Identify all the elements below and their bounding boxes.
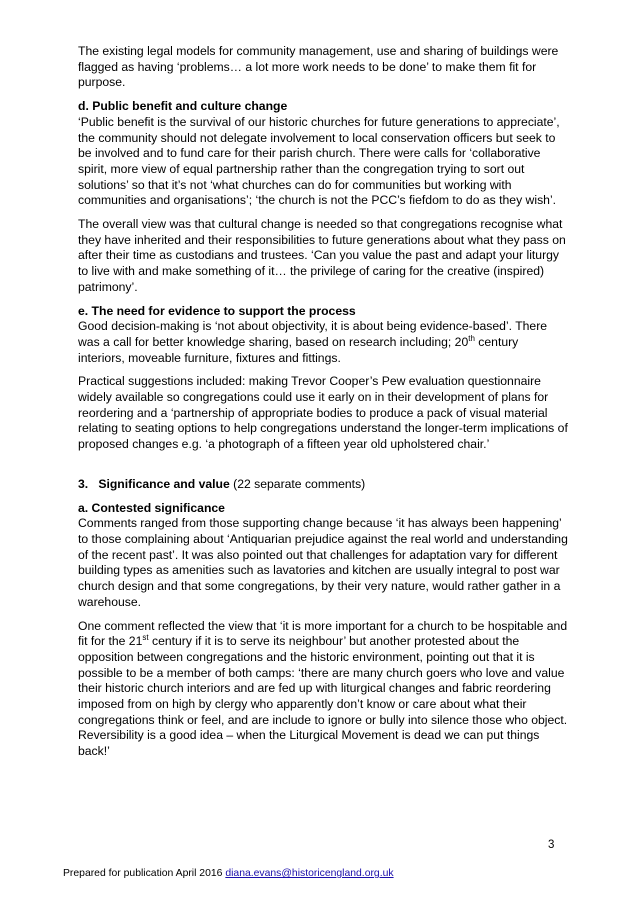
footer-text: Prepared for publication April 2016 [63, 868, 226, 879]
section-d-heading: d. Public benefit and culture change [78, 99, 288, 114]
section-e-heading: e. The need for evidence to support the process [78, 303, 356, 318]
section-3a-paragraph-2 [78, 619, 568, 760]
footer-email-link[interactable]: diana.evans@historicengland.org.uk [225, 868, 394, 879]
section-3a-p2-superscript: st [142, 633, 149, 643]
section-e-p1-superscript: th [468, 333, 475, 343]
section-e-paragraph-2: Practical suggestions included: making Trevor Cooper’s Pew evaluation questionnaire widely available so congregations could use it early on in their development of plans for reordering and a ‘partnership of appropriate bodies to produce a pack of visual material relating to seating options to help congregations understand the longer-term implications of proposed changes e.g. ‘a photograph of a fifteen year old upholstered chair.’ [78, 374, 568, 452]
section-3a-paragraph-1: Comments ranged from those supporting change because ‘it has always been happening’ to those complaining about ‘Antiquarian prejudice against the real world and understanding of the recent past’. It was also pointed out that challenges for adaptation vary for different building types as amenities such as lavatories and kitchen are usually integral to post war church design and that some congregations, by their very nature, would rather gather in a warehouse. [78, 516, 568, 609]
intro-paragraph: The existing legal models for community management, use and sharing of buildings were flagged as having ‘problems… a lot more work needs to be done’ to make them fit for purpose. [78, 44, 559, 90]
section-e-p1-text-b: century interiors, moveable furniture, fixtures and fittings. [78, 334, 519, 365]
page-number: 3 [548, 839, 555, 851]
section-3a-p2-text-b: century if it is to serve its neighbour’ but another protested about the opposition between congregations and the historic environment, pointing out that it is possible to be a member of both camps: ‘there are many church goers who love and value their historic church interiors and are fed up with liturgical changes and fabric reordering imposed from on high by clergy who apparently don’t know or care about what their congregations think or feel, and are include to ignore or bully into silence those who object. Reversibility is a good idea – when the Liturgical Movement is dead we can put things back!’ [78, 634, 568, 759]
footer [63, 868, 394, 879]
page-content [78, 44, 568, 760]
section-d-paragraph-2: The overall view was that cultural change is needed so that congregations recognise what they have inherited and their responsibilities to future generations about what they pass on after their time as custodians and trustees. ‘Can you value the past and adapt your liturgy to live with and make something of it… the privilege of caring for the creative (inspired) patrimony’. [78, 217, 566, 294]
section-3-title: Significance and value [98, 476, 230, 491]
section-3-heading [78, 477, 568, 493]
section-d-paragraph-1: ‘Public benefit is the survival of our historic churches for future generations to appreciate’, the community should not delegate involvement to local conservation officers but seek to be involved and to fund care for their parish church. There were calls for ‘collaborative spirit, more view of equal partnership rather than the congregation trying to sort out solutions’ so that it’s not ‘what churches can do for communities but working with communities and organisations’; ‘the church is not the PCC’s fiefdom to do as they wish’. [78, 114, 560, 208]
section-3-note: (22 separate comments) [229, 476, 366, 491]
section-3-number: 3. [78, 476, 89, 491]
section-e-paragraph-1 [78, 319, 568, 366]
section-3a-heading: a. Contested significance [78, 500, 225, 515]
section-3a-p2-text-a: One comment reflected the view that ‘it is more important for a church to be hospitable and fit for the 21 [78, 618, 568, 649]
section-e-p1-text-a: Good decision-making is ‘not about objectivity, it is about being evidence-based’. There was a call for better knowledge sharing, based on research including; 20 [78, 319, 548, 349]
